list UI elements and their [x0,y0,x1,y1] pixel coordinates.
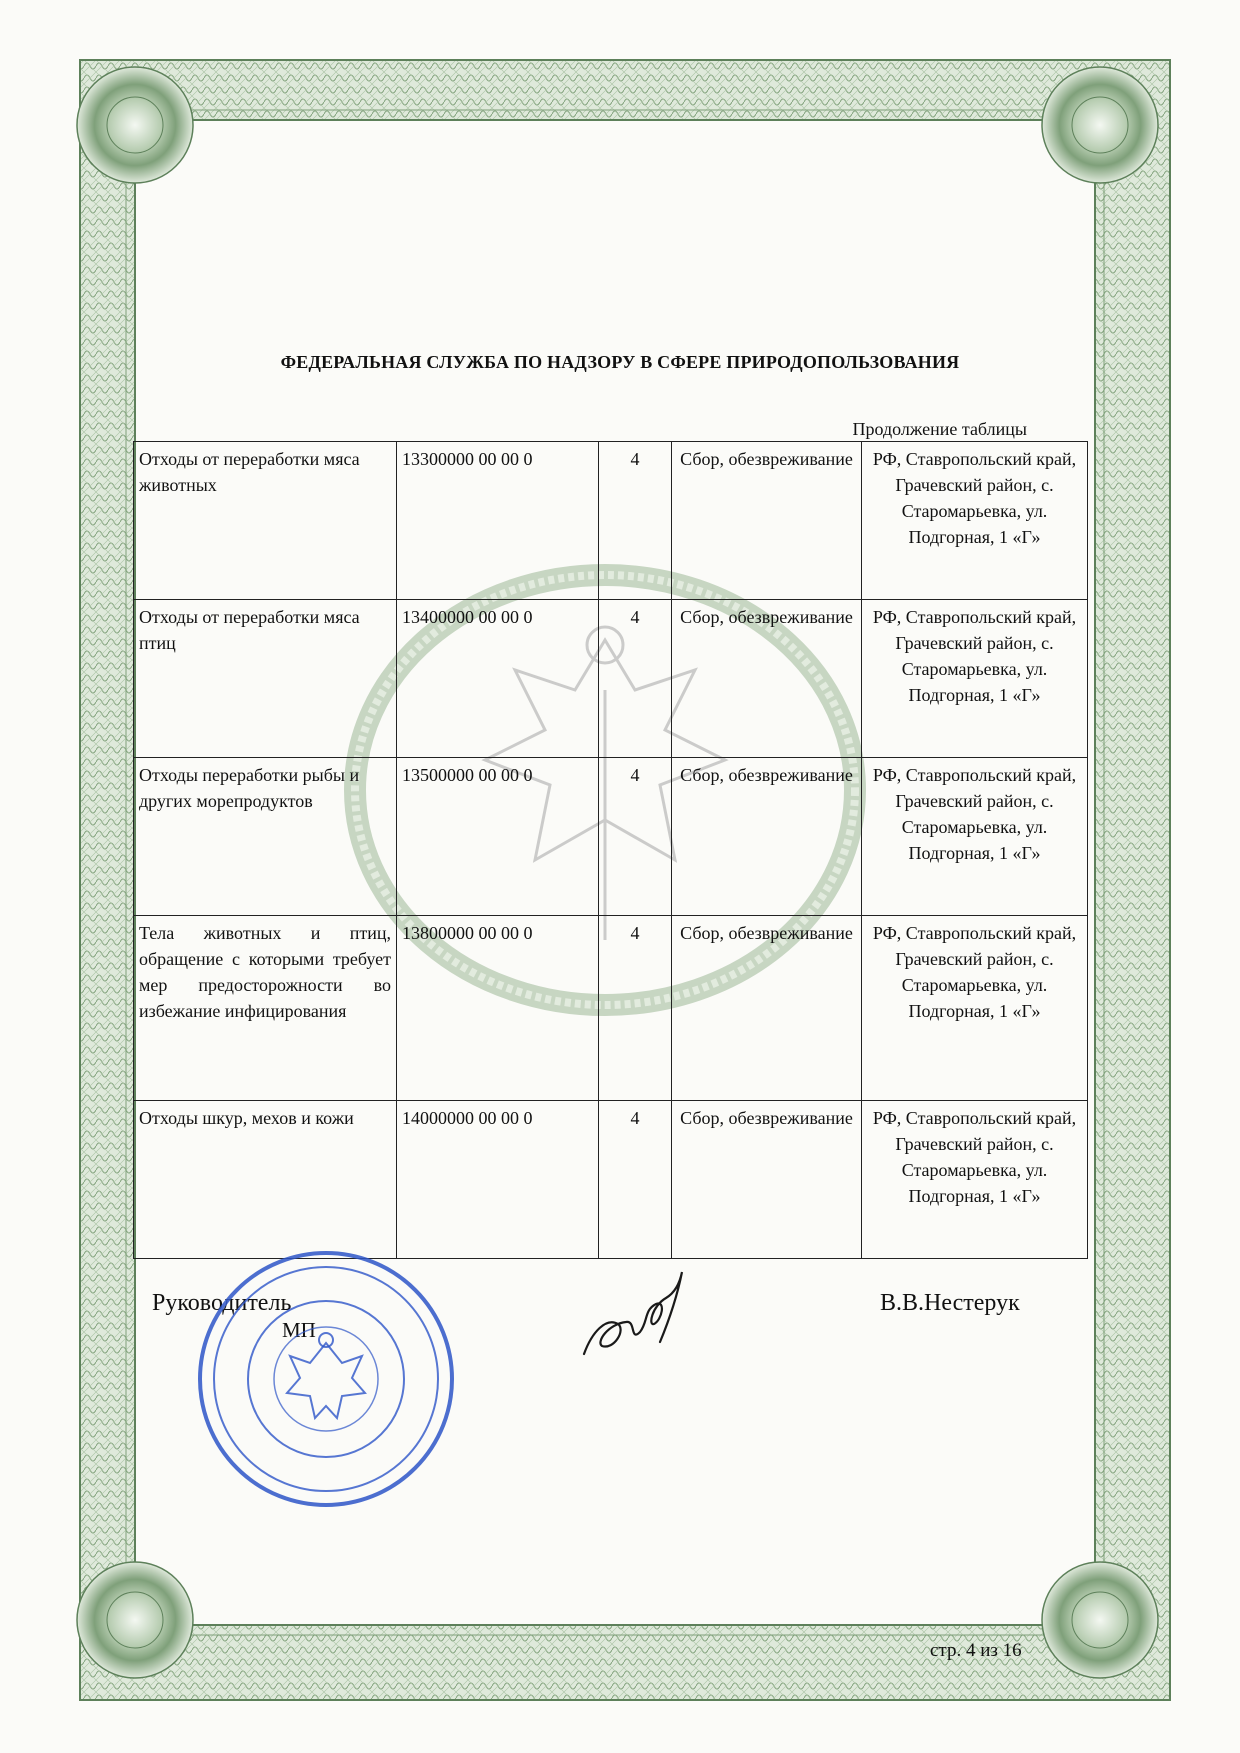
waste-code-cell: 13500000 00 00 0 [397,758,599,916]
activity-cell: Сбор, обезвреживание [672,916,862,1101]
hazard-class-cell: 4 [599,758,672,916]
waste-name-cell: Отходы от переработки мяса птиц [134,600,397,758]
official-stamp-icon [195,1248,457,1510]
seal-label: МП [282,1318,316,1342]
hazard-class-cell: 4 [599,600,672,758]
activity-cell: Сбор, обезвреживание [672,600,862,758]
page-number: стр. 4 из 16 [930,1640,1022,1661]
signatory-title: Руководитель [152,1290,292,1316]
waste-code-cell: 14000000 00 00 0 [397,1101,599,1259]
hazard-class-cell: 4 [599,442,672,600]
agency-title: ФЕДЕРАЛЬНАЯ СЛУЖБА ПО НАДЗОРУ В СФЕРЕ ПРИРОДОПОЛЬЗОВАНИЯ [280,352,960,372]
location-cell: РФ, Ставропольский край, Грачевский район, с. Старомарьевка, ул. Подгорная, 1 «Г» [862,758,1088,916]
table-row [134,1101,1088,1259]
activity-cell: Сбор, обезвреживание [672,442,862,600]
handwritten-signature [578,1262,698,1382]
waste-name-cell: Отходы от переработки мяса животных [134,442,397,600]
waste-name-cell: Отходы шкур, мехов и кожи [134,1101,397,1259]
waste-code-cell: 13400000 00 00 0 [397,600,599,758]
signatory-name: В.В.Нестерук [880,1290,1020,1316]
location-cell: РФ, Ставропольский край, Грачевский район, с. Старомарьевка, ул. Подгорная, 1 «Г» [862,1101,1088,1259]
waste-table [133,441,1088,1259]
location-cell: РФ, Ставропольский край, Грачевский район, с. Старомарьевка, ул. Подгорная, 1 «Г» [862,916,1088,1101]
table-row [134,442,1088,600]
hazard-class-cell: 4 [599,1101,672,1259]
waste-name-cell: Отходы переработки рыбы и других морепродуктов [134,758,397,916]
table-continuation-label: Продолжение таблицы [852,419,1027,439]
waste-code-cell: 13800000 00 00 0 [397,916,599,1101]
waste-name-cell: Тела животных и птиц, обращение с которыми требует мер предосторожности во избежание инфицирования [134,916,397,1101]
location-cell: РФ, Ставропольский край, Грачевский район, с. Старомарьевка, ул. Подгорная, 1 «Г» [862,600,1088,758]
waste-code-cell: 13300000 00 00 0 [397,442,599,600]
activity-cell: Сбор, обезвреживание [672,758,862,916]
activity-cell: Сбор, обезвреживание [672,1101,862,1259]
hazard-class-cell: 4 [599,916,672,1101]
table-row [134,916,1088,1101]
table-row [134,600,1088,758]
table-row [134,758,1088,916]
location-cell: РФ, Ставропольский край, Грачевский район, с. Старомарьевка, ул. Подгорная, 1 «Г» [862,442,1088,600]
